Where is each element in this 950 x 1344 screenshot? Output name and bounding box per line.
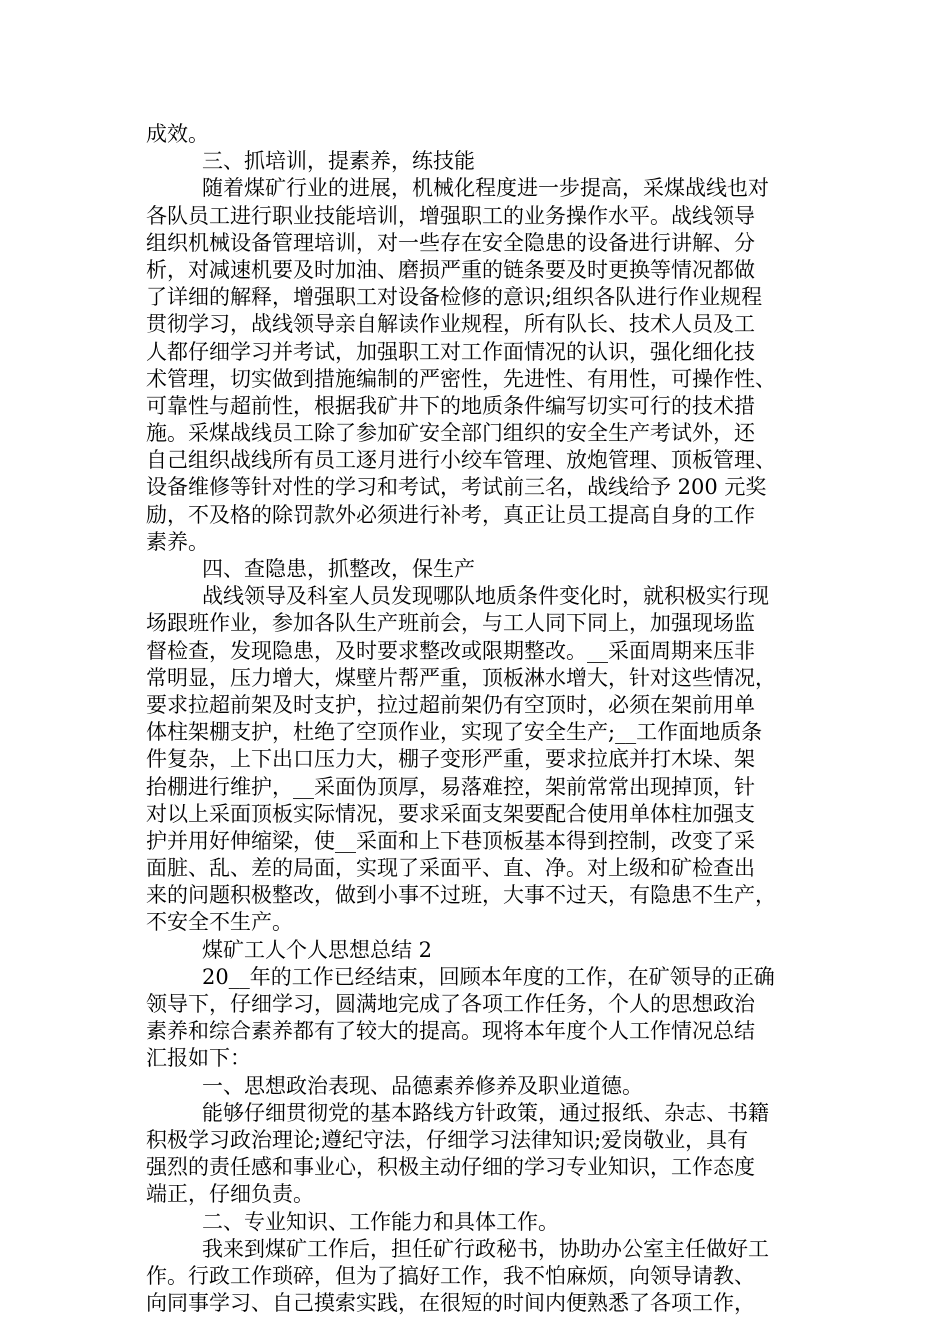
text-line: 领导下，仔细学习，圆满地完成了各项工作任务，个人的思想政治 — [146, 992, 755, 1016]
text-line: 各队员工进行职业技能培训，增强职工的业务操作水平。战线领导 — [146, 203, 755, 228]
text-line: 随着煤矿行业的进展，机械化程度进一步提高，采煤战线也对 — [202, 176, 769, 201]
text-line: 积极学习政治理论;遵纪守法，仔细学习法律知识;爱岗敬业，具有 — [146, 1127, 749, 1152]
text-line: 向同事学习、自己摸索实践，在很短的时间内便熟悉了各项工作， — [146, 1291, 755, 1316]
text-line: 术管理，切实做到措施编制的严密性，先进性、有用性，可操作性、 — [146, 366, 776, 391]
text-line: 作。行政工作琐碎，但为了搞好工作，我不怕麻烦，向领导请教、 — [146, 1263, 755, 1288]
text-line: 析，对减速机要及时加油、磨损严重的链条要及时更换等情况都做 — [146, 257, 755, 282]
text-line: 我来到煤矿工作后，担任矿行政秘书，协助办公室主任做好工 — [202, 1236, 769, 1261]
text-line: 20__年的工作已经结束，回顾本年度的工作，在矿领导的正确 — [202, 964, 775, 989]
text-line: 抬棚进行维护，__采面伪顶厚，易落难控，架前常常出现掉顶，针 — [146, 774, 755, 799]
text-line: 素养。 — [146, 529, 209, 554]
text-line: 面脏、乱、差的局面，实现了采面平、直、净。对上级和矿检查出 — [146, 856, 755, 881]
text-line: 端正，仔细负责。 — [146, 1182, 314, 1207]
text-line: 自己组织战线所有员工逐月进行小绞车管理、放炮管理、顶板管理、 — [146, 448, 776, 473]
text-line: 可靠性与超前性，根据我矿井下的地质条件编写切实可行的技术措 — [146, 393, 755, 418]
text-line: 护并用好伸缩梁，使__采面和上下巷顶板基本得到控制，改变了采 — [146, 828, 755, 853]
text-line: 督检查，发现隐患，及时要求整改或限期整改。__采面周期来压非 — [146, 638, 755, 663]
text-line: 一、思想政治表现、品德素养修养及职业道德。 — [202, 1073, 643, 1098]
text-line: 素养和综合素养都有了较大的提高。现将本年度个人工作情况总结 — [146, 1019, 755, 1044]
text-line: 贯彻学习，战线领导亲自解读作业规程，所有队长、技术人员及工 — [146, 312, 755, 337]
text-line: 强烈的责任感和事业心，积极主动仔细的学习专业知识，工作态度 — [146, 1155, 755, 1180]
text-line: 四、查隐患，抓整改，保生产 — [202, 557, 475, 581]
text-line: 场跟班作业，参加各队生产班前会，与工人同下同上，加强现场监 — [146, 611, 755, 636]
text-line: 体柱架棚支护，杜绝了空顶作业，实现了安全生产;__工作面地质条 — [146, 720, 763, 745]
text-line: 要求拉超前架及时支护，拉过超前架仍有空顶时，必须在架前用单 — [146, 692, 755, 717]
text-line: 人都仔细学习并考试，加强职工对工作面情况的认识，强化细化技 — [146, 339, 755, 364]
text-line: 战线领导及科室人员发现哪队地质条件变化时，就积极实行现 — [202, 584, 769, 609]
text-line: 煤矿工人个人思想总结 2 — [202, 937, 433, 962]
text-line: 组织机械设备管理培训，对一些存在安全隐患的设备进行讲解、分 — [146, 230, 755, 255]
text-line: 设备维修等针对性的学习和考试，考试前三名，战线给予 200 元奖 — [146, 475, 767, 500]
text-line: 三、抓培训，提素养，练技能 — [202, 149, 475, 174]
text-line: 来的问题积极整改，做到小事不过班，大事不过天，有隐患不生产， — [146, 883, 776, 908]
text-line: 了详细的解释，增强职工对设备检修的意识;组织各队进行作业规程 — [146, 285, 763, 310]
text-line: 施。采煤战线员工除了参加矿安全部门组织的安全生产考试外，还 — [146, 421, 755, 446]
text-line: 常明显，压力增大，煤壁片帮严重，顶板淋水增大，针对这些情况， — [146, 665, 776, 690]
text-line: 励，不及格的除罚款外必须进行补考，真正让员工提高自身的工作 — [146, 502, 755, 527]
text-line: 成效。 — [146, 122, 209, 146]
text-line: 能够仔细贯彻党的基本路线方针政策，通过报纸、杂志、书籍 — [202, 1100, 769, 1125]
text-line: 汇报如下： — [146, 1046, 251, 1071]
document-body — [146, 121, 826, 1317]
text-line: 对以上采面顶板实际情况，要求采面支架要配合使用单体柱加强支 — [146, 801, 755, 826]
text-line: 件复杂，上下出口压力大，棚子变形严重，要求拉底并打木垛、架 — [146, 747, 755, 772]
text-line: 二、专业知识、工作能力和具体工作。 — [202, 1209, 559, 1234]
text-line: 不安全不生产。 — [146, 910, 293, 935]
